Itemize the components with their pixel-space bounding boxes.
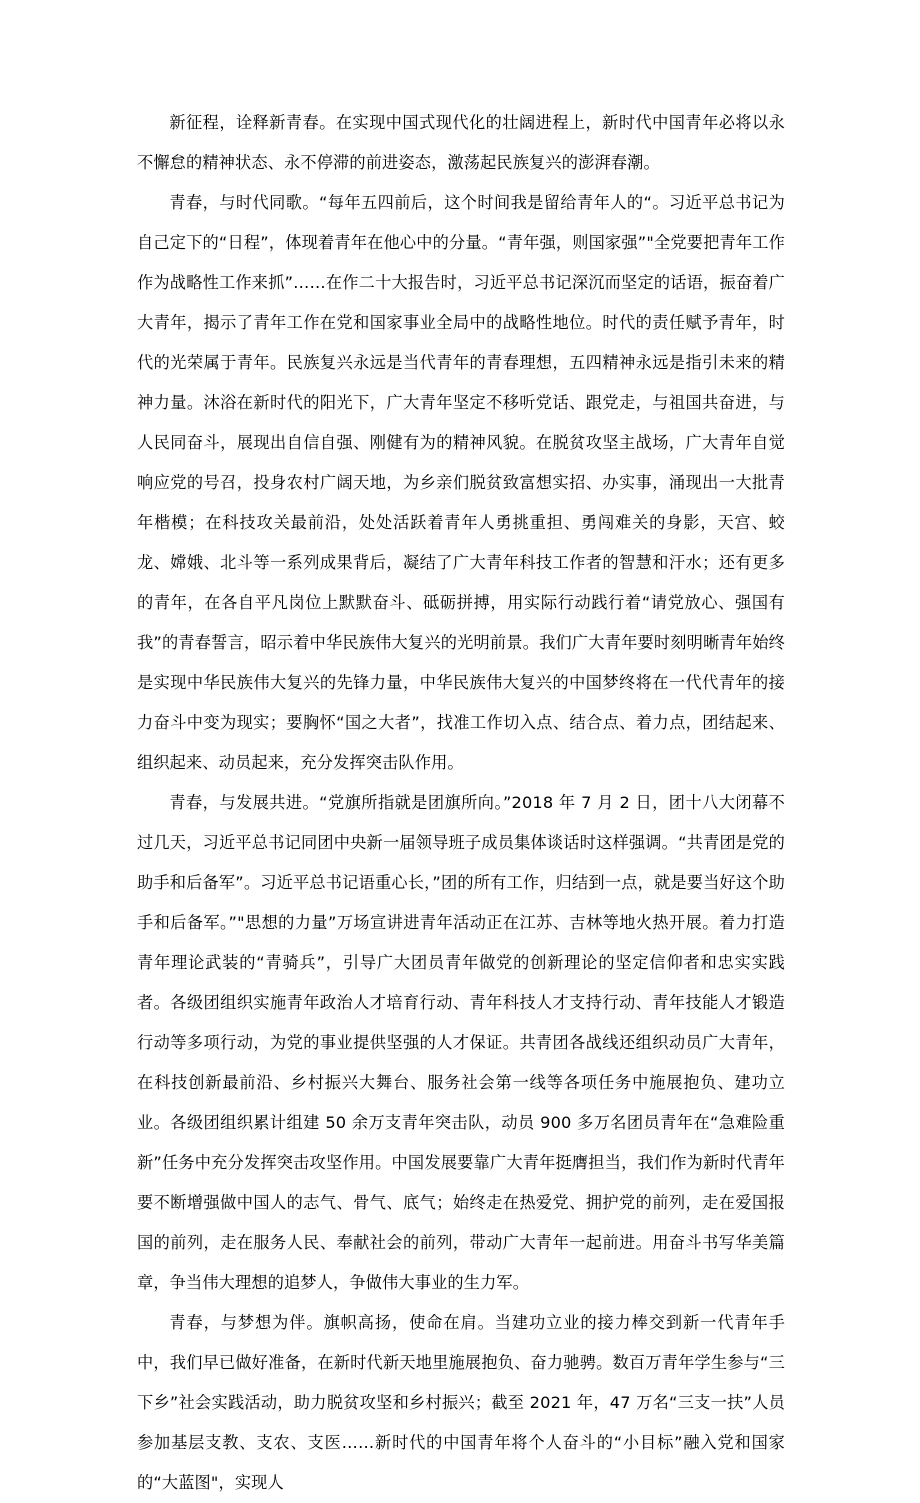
document-body <box>137 103 785 1503</box>
paragraph-1: 新征程，诠释新青春。在实现中国式现代化的壮阔进程上，新时代中国青年必将以永不懈怠的精神状态、永不停滞的前进姿态，激荡起民族复兴的澎湃春潮。 <box>137 113 785 172</box>
paragraph-4: 青春，与梦想为伴。旗帜高扬，使命在肩。当建功立业的接力棒交到新一代青年手中，我们早已做好准备，在新时代新天地里施展抱负、奋力驰骋。数百万青年学生参与“三下乡”社会实践活动，助力脱贫攻坚和乡村振兴；截至 2021 年，47 万名“三支一扶”人员参加基层支教、支农、支医……新时代的中国青年将个人奋斗的“小目标”融入党和国家的“大蓝图"，实现人 <box>137 1313 785 1492</box>
paragraph-3: 青春，与发展共进。“党旗所指就是团旗所向。”2018 年 7 月 2 日，团十八大闭幕不过几天，习近平总书记同团中央新一届领导班子成员集体谈话时这样强调。“共青团是党的助手和后备军”。习近平总书记语重心长，”团的所有工作，归结到一点，就是要当好这个助手和后备军。”"思想的力量”万场宣讲进青年活动正在江苏、吉林等地火热开展。着力打造青年理论武装的“青骑兵”，引导广大团员青年做党的创新理论的坚定信仰者和忠实实践者。各级团组织实施青年政治人才培育行动、青年科技人才支持行动、青年技能人才锻造行动等多项行动，为党的事业提供坚强的人才保证。共青团各战线还组织动员广大青年，在科技创新最前沿、乡村振兴大舞台、服务社会第一线等各项任务中施展抱负、建功立业。各级团组织累计组建 50 余万支青年突击队，动员 900 多万名团员青年在“急难险重新”任务中充分发挥突击攻坚作用。中国发展要靠广大青年挺膺担当，我们作为新时代青年要不断增强做中国人的志气、骨气、底气；始终走在热爱党、拥护党的前列，走在爱国报国的前列，走在服务人民、奉献社会的前列，带动广大青年一起前进。用奋斗书写华美篇章，争当伟大理想的追梦人，争做伟大事业的生力军。 <box>137 793 785 1292</box>
paragraph-2: 青春，与时代同歌。“每年五四前后，这个时间我是留给青年人的“。习近平总书记为自己定下的“日程”，体现着青年在他心中的分量。“青年强，则国家强”"全党要把青年工作作为战略性工作来抓”……在作二十大报告时，习近平总书记深沉而坚定的话语，振奋着广大青年，揭示了青年工作在党和国家事业全局中的战略性地位。时代的责任赋予青年，时代的光荣属于青年。民族复兴永远是当代青年的青春理想，五四精神永远是指引未来的精神力量。沐浴在新时代的阳光下，广大青年坚定不移听党话、跟党走，与祖国共奋进，与人民同奋斗，展现出自信自强、刚健有为的精神风貌。在脱贫攻坚主战场，广大青年自觉响应党的号召，投身农村广阔天地，为乡亲们脱贫致富想实招、办实事，涌现出一大批青年楷模；在科技攻关最前沿，处处活跃着青年人勇挑重担、勇闯难关的身影，天宫、蛟龙、嫦娥、北斗等一系列成果背后，凝结了广大青年科技工作者的智慧和汗水；还有更多的青年，在各自平凡岗位上默默奋斗、砥砺拼搏，用实际行动践行着“请党放心、强国有我”的青春誓言，昭示着中华民族伟大复兴的光明前景。我们广大青年要时刻明晰青年始终是实现中华民族伟大复兴的先锋力量，中华民族伟大复兴的中国梦终将在一代代青年的接力奋斗中变为现实；要胸怀“国之大者”，找准工作切入点、结合点、着力点，团结起来、组织起来、动员起来，充分发挥突击队作用。 <box>137 193 785 772</box>
